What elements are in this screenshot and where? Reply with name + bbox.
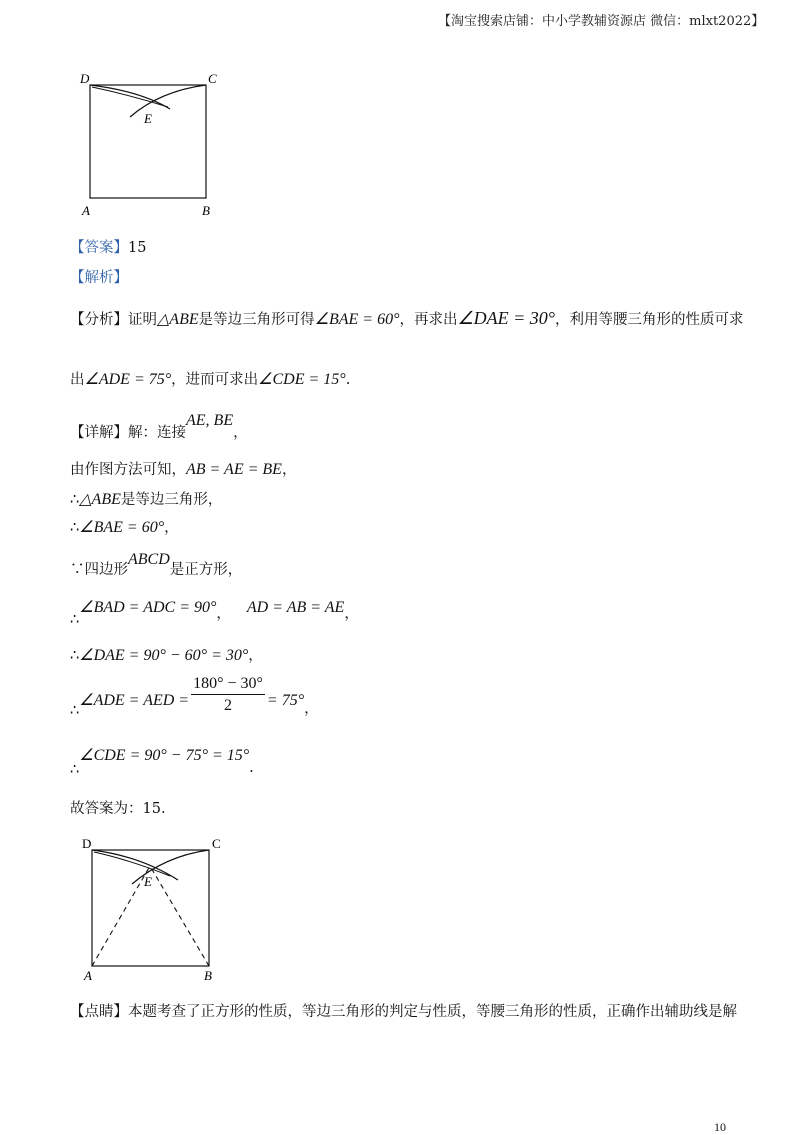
math-expr: ∠CDE = 15° <box>258 371 346 388</box>
math-expr: = 75° <box>266 692 305 709</box>
arc-from-a <box>90 85 170 109</box>
text-segment: 是等边三角形， <box>120 492 223 508</box>
page-header: 【淘宝搜索店铺：中小学教辅资源店 微信：mlxt2022】 <box>438 14 765 29</box>
text-segment: ，再求出 <box>399 312 458 328</box>
text-segment: ，进而可求出 <box>171 372 259 388</box>
text-segment: . <box>249 760 254 776</box>
page-number: 10 <box>714 1120 726 1134</box>
fenxi-tag: 【分析】 <box>70 312 128 328</box>
detail-line-8 <box>70 675 319 719</box>
fenxi-line-1 <box>70 309 743 328</box>
text-segment: ，利用等腰三角形的性质可求 <box>554 312 744 328</box>
label-a: A <box>82 203 90 218</box>
label-c: C <box>212 836 221 851</box>
label-d: D <box>80 71 90 86</box>
text-segment: ， <box>216 606 231 622</box>
dashed-be <box>150 866 209 966</box>
square-abcd <box>90 85 206 198</box>
math-expr: ∠ADE = AED = <box>79 692 190 709</box>
dianjing-tag: 【点睛】 <box>70 1004 128 1020</box>
label-c: C <box>208 71 217 86</box>
math-expr: △ABE <box>157 311 199 328</box>
detail-line-2 <box>70 462 296 478</box>
detail-line-10: 故答案为：15. <box>70 801 166 817</box>
text-segment: 是等边三角形可得 <box>198 312 315 328</box>
text-segment: 出 <box>70 372 85 388</box>
fraction-denominator: 2 <box>224 697 232 714</box>
dashed-ae <box>92 866 150 966</box>
fraction-numerator: 180° − 30° <box>191 676 265 695</box>
therefore-symbol: ∴ <box>70 520 80 536</box>
therefore-symbol: ∴ <box>70 648 80 664</box>
math-expr: ∠ADE = 75° <box>84 371 172 388</box>
detail-tag: 【详解】 <box>70 425 128 441</box>
text-segment: 是正方形， <box>169 562 243 578</box>
math-expr: ∠BAE = 60° <box>314 311 400 328</box>
text-segment: ， <box>281 462 297 478</box>
text-segment: 本题考查了正方形的性质，等边三角形的判定与性质，等腰三角形的性质，正确作出辅助线是解 <box>128 1004 737 1020</box>
text-segment: 由作图方法可知， <box>70 462 186 478</box>
math-expr: ∠DAE = 30° <box>457 308 555 328</box>
text-segment: . <box>345 372 351 388</box>
arc-from-b <box>130 85 206 117</box>
text-segment: ， <box>164 520 179 536</box>
detail-line-1 <box>70 412 248 441</box>
analysis-tag: 【解析】 <box>70 270 128 286</box>
square-abcd <box>92 850 209 966</box>
fenxi-line-2 <box>70 372 350 388</box>
fraction <box>191 676 265 714</box>
math-expr: AD = AB = AE <box>246 599 345 616</box>
text-segment: ， <box>304 701 319 717</box>
square-figure-2 <box>70 832 230 987</box>
detail-line-5 <box>70 551 243 578</box>
square-figure-1 <box>70 65 230 225</box>
label-e: E <box>144 874 152 889</box>
label-b: B <box>204 968 212 983</box>
arc-from-a-double <box>94 852 170 876</box>
text-segment: 四边形 <box>84 562 128 578</box>
detail-line-3 <box>70 492 222 508</box>
therefore-symbol: ∴ <box>70 703 80 719</box>
text-segment: ， <box>233 425 248 441</box>
math-expr: AB = AE = BE <box>186 461 282 478</box>
therefore-symbol: ∴ <box>70 492 80 508</box>
therefore-symbol: ∴ <box>70 762 80 778</box>
text-segment: ， <box>248 648 263 664</box>
detail-line-6 <box>70 599 359 628</box>
detail-line-7 <box>70 648 263 664</box>
label-b: B <box>202 203 210 218</box>
math-expr: ABCD <box>128 551 170 568</box>
answer-value: 15 <box>128 240 147 256</box>
label-e: E <box>144 111 152 126</box>
text-segment: ， <box>344 606 359 622</box>
label-a: A <box>84 968 92 983</box>
answer-tag: 【答案】 <box>70 240 128 256</box>
math-expr: △ABE <box>79 491 121 508</box>
therefore-symbol: ∴ <box>70 612 80 628</box>
math-expr: AE, BE <box>186 412 234 429</box>
dianjing-line <box>70 1005 737 1020</box>
text-segment: 证明 <box>128 312 157 328</box>
math-expr: ∠CDE = 90° − 75° = 15° <box>79 747 250 764</box>
because-symbol: ∵ <box>70 562 85 578</box>
detail-line-4 <box>70 520 179 536</box>
arc-from-a-double <box>92 87 168 107</box>
text-segment: 解：连接 <box>128 425 186 441</box>
label-d: D <box>82 836 92 851</box>
math-expr: ∠DAE = 90° − 60° = 30° <box>79 647 249 664</box>
math-expr: ∠BAE = 60° <box>79 519 165 536</box>
math-expr: ∠BAD = ADC = 90° <box>79 599 217 616</box>
answer-line <box>70 241 146 256</box>
detail-line-9 <box>70 747 254 778</box>
